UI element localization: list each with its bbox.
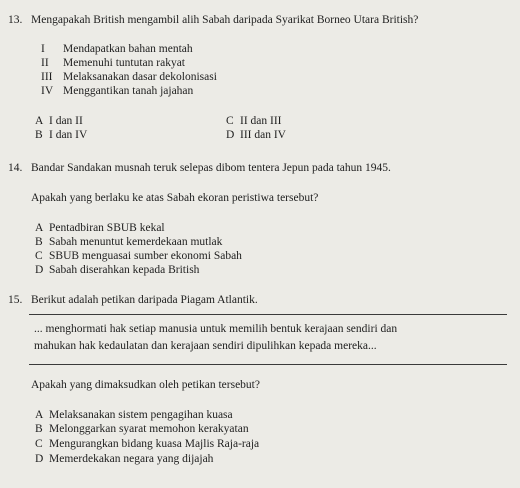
option-key: B: [35, 236, 43, 248]
option-key: B: [35, 129, 43, 141]
option-key: C: [35, 250, 43, 262]
option-text: Memerdekakan negara yang dijajah: [49, 453, 214, 465]
q13-option-b[interactable]: [35, 129, 87, 142]
option-text: Melonggarkan syarat memohon kerakyatan: [49, 423, 249, 435]
q14-question: Apakah yang berlaku ke atas Sabah ekoran peristiwa tersebut?: [31, 192, 319, 204]
statement-key: III: [41, 71, 53, 83]
option-key: A: [35, 115, 44, 127]
quote-line-1: ... menghormati hak setiap manusia untuk memilih bentuk kerajaan sendiri dan: [34, 323, 398, 335]
q13-statement-1: [41, 43, 193, 56]
quote-line-2: mahukan hak kedaulatan dan kerajaan sendiri dipulihkan kepada mereka...: [34, 340, 377, 352]
option-text: Pentadbiran SBUB kekal: [49, 222, 165, 234]
option-text: Mengurangkan bidang kuasa Majlis Raja-raja: [49, 438, 260, 450]
statement-key: IV: [41, 85, 54, 97]
q15-stem: Berikut adalah petikan daripada Piagam Atlantik.: [31, 294, 258, 306]
q15-option-c[interactable]: [35, 438, 259, 451]
statement-text: Melaksanakan dasar dekolonisasi: [63, 71, 217, 83]
q14-option-d[interactable]: [35, 264, 199, 277]
q15-option-b[interactable]: [35, 423, 249, 436]
q13-option-a[interactable]: [35, 115, 83, 128]
statement-key: II: [41, 57, 49, 69]
option-text: Sabah diserahkan kepada British: [49, 264, 200, 276]
option-key: B: [35, 423, 43, 435]
option-key: C: [35, 438, 43, 450]
option-text: II dan III: [240, 115, 282, 127]
option-key: D: [226, 129, 235, 141]
q15-option-a[interactable]: [35, 409, 233, 422]
q13-statement-2: [41, 57, 185, 70]
q14-option-a[interactable]: [35, 222, 165, 235]
q14-number: 14.: [8, 162, 23, 174]
option-key: A: [35, 222, 44, 234]
q13-question: Mengapakah British mengambil alih Sabah daripada Syarikat Borneo Utara British?: [31, 14, 419, 26]
option-text: I dan II: [49, 115, 83, 127]
statement-text: Memenuhi tuntutan rakyat: [63, 57, 185, 69]
option-text: SBUB menguasai sumber ekonomi Sabah: [49, 250, 242, 262]
option-text: I dan IV: [49, 129, 88, 141]
option-key: D: [35, 264, 44, 276]
q13-number: 13.: [8, 14, 23, 26]
option-key: C: [226, 115, 234, 127]
q14-stem: Bandar Sandakan musnah teruk selepas dibom tentera Jepun pada tahun 1945.: [31, 162, 391, 174]
q13-statement-3: [41, 71, 217, 84]
statement-text: Menggantikan tanah jajahan: [63, 85, 194, 97]
option-text: III dan IV: [240, 129, 286, 141]
statement-key: I: [41, 43, 45, 55]
q13-option-c[interactable]: [226, 115, 282, 128]
q15-option-d[interactable]: [35, 453, 213, 466]
q14-option-b[interactable]: [35, 236, 222, 249]
option-text: Melaksanakan sistem pengagihan kuasa: [49, 409, 233, 421]
q13-statement-4: [41, 85, 193, 98]
q15-number: 15.: [8, 294, 23, 306]
option-key: A: [35, 409, 44, 421]
q13-option-d[interactable]: [226, 129, 286, 142]
q15-question: Apakah yang dimaksudkan oleh petikan tersebut?: [31, 379, 260, 391]
quote-box: [29, 314, 507, 365]
statement-text: Mendapatkan bahan mentah: [63, 43, 193, 55]
q14-option-c[interactable]: [35, 250, 242, 263]
option-key: D: [35, 453, 44, 465]
option-text: Sabah menuntut kemerdekaan mutlak: [49, 236, 223, 248]
